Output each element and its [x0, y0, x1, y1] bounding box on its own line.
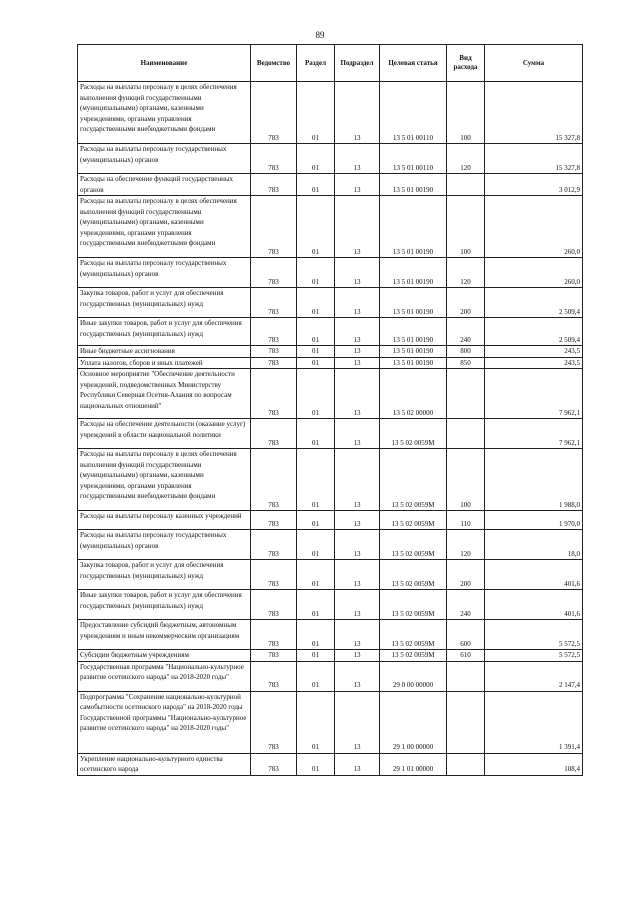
row-amount-cell: 108,4 [485, 753, 583, 775]
row-target-article-cell: 13 5 02 0059M [380, 590, 447, 620]
row-department-cell: 783 [251, 753, 297, 775]
row-section-cell: 01 [297, 530, 335, 560]
table-row [78, 650, 583, 662]
row-department-cell: 783 [251, 318, 297, 346]
row-expense-type-cell: 100 [447, 82, 485, 144]
row-expense-type-cell: 120 [447, 144, 485, 174]
table-row [78, 691, 583, 753]
row-expense-type-cell [447, 661, 485, 691]
row-target-article-cell: 29 1 01 00000 [380, 753, 447, 775]
table-row [78, 357, 583, 369]
table-row [78, 753, 583, 775]
table-header-row [78, 45, 583, 82]
header-name: Наименование [78, 45, 251, 82]
row-target-article-cell: 13 5 02 0059M [380, 419, 447, 449]
row-target-article-cell: 13 5 02 0059M [380, 650, 447, 662]
row-amount-cell: 401,6 [485, 590, 583, 620]
row-section-cell: 01 [297, 650, 335, 662]
row-subsection-cell: 13 [335, 346, 380, 358]
row-name-cell: Государственная программа "Национально-культурное развитие осетинского народа" на 2018-2020 годы" [78, 661, 251, 691]
row-department-cell: 783 [251, 82, 297, 144]
row-expense-type-cell: 800 [447, 346, 485, 358]
row-department-cell: 783 [251, 691, 297, 753]
row-department-cell: 783 [251, 357, 297, 369]
row-department-cell: 783 [251, 346, 297, 358]
row-subsection-cell: 13 [335, 196, 380, 258]
row-expense-type-cell: 850 [447, 357, 485, 369]
row-name-cell: Иные закупки товаров, работ и услуг для обеспечения государственных (муниципальных) нужд [78, 590, 251, 620]
table-row [78, 346, 583, 358]
row-name-cell: Закупка товаров, работ и услуг для обеспечения государственных (муниципальных) нужд [78, 560, 251, 590]
row-section-cell: 01 [297, 346, 335, 358]
row-target-article-cell: 13 5 02 0059M [380, 511, 447, 530]
row-section-cell: 01 [297, 258, 335, 288]
row-subsection-cell: 13 [335, 449, 380, 511]
row-subsection-cell: 13 [335, 511, 380, 530]
row-expense-type-cell: 100 [447, 196, 485, 258]
row-name-cell: Иные бюджетные ассигнования [78, 346, 251, 358]
row-section-cell: 01 [297, 449, 335, 511]
row-subsection-cell: 13 [335, 318, 380, 346]
row-subsection-cell: 13 [335, 620, 380, 650]
table-row [78, 560, 583, 590]
row-expense-type-cell: 200 [447, 288, 485, 318]
row-department-cell: 783 [251, 369, 297, 419]
table-row [78, 661, 583, 691]
row-amount-cell: 1 988,0 [485, 449, 583, 511]
row-name-cell: Расходы на выплаты персоналу в целях обеспечения выполнения функций государственными (муниципальными) органами, казенными учреждениями, органами управления государственными внебюджетными фондами [78, 449, 251, 511]
row-section-cell: 01 [297, 82, 335, 144]
row-target-article-cell: 13 5 01 00110 [380, 82, 447, 144]
row-target-article-cell: 13 5 02 0059M [380, 449, 447, 511]
header-target-article: Целевая статья [380, 45, 447, 82]
row-section-cell: 01 [297, 661, 335, 691]
row-expense-type-cell: 110 [447, 511, 485, 530]
row-section-cell: 01 [297, 691, 335, 753]
row-target-article-cell: 13 5 01 00190 [380, 288, 447, 318]
row-department-cell: 783 [251, 419, 297, 449]
row-section-cell: 01 [297, 369, 335, 419]
row-amount-cell: 1 970,0 [485, 511, 583, 530]
row-subsection-cell: 13 [335, 419, 380, 449]
row-department-cell: 783 [251, 511, 297, 530]
row-department-cell: 783 [251, 288, 297, 318]
row-section-cell: 01 [297, 174, 335, 196]
row-department-cell: 783 [251, 530, 297, 560]
row-department-cell: 783 [251, 449, 297, 511]
row-name-cell: Субсидии бюджетным учреждениям [78, 650, 251, 662]
row-amount-cell: 15 327,8 [485, 82, 583, 144]
row-expense-type-cell [447, 691, 485, 753]
row-department-cell: 783 [251, 560, 297, 590]
row-section-cell: 01 [297, 560, 335, 590]
row-expense-type-cell [447, 419, 485, 449]
row-section-cell: 01 [297, 288, 335, 318]
table-row [78, 419, 583, 449]
row-department-cell: 783 [251, 196, 297, 258]
row-amount-cell: 243,5 [485, 357, 583, 369]
row-target-article-cell: 13 5 01 00190 [380, 258, 447, 288]
row-subsection-cell: 13 [335, 369, 380, 419]
row-name-cell: Расходы на выплаты персоналу в целях обеспечения выполнения функций государственными (муниципальными) органами, казенными учреждениями, органами управления государственными внебюджетными фондами [78, 82, 251, 144]
table-row [78, 288, 583, 318]
row-target-article-cell: 13 5 02 00000 [380, 369, 447, 419]
row-amount-cell: 5 572,5 [485, 650, 583, 662]
row-subsection-cell: 13 [335, 357, 380, 369]
row-name-cell: Предоставление субсидий бюджетным, автономным учреждениям и иным некоммерческим организациям [78, 620, 251, 650]
row-target-article-cell: 29 0 00 00000 [380, 661, 447, 691]
row-expense-type-cell: 100 [447, 449, 485, 511]
table-row [78, 530, 583, 560]
row-expense-type-cell [447, 753, 485, 775]
row-amount-cell: 5 572,5 [485, 620, 583, 650]
row-section-cell: 01 [297, 511, 335, 530]
row-name-cell: Расходы на обеспечение деятельности (оказание услуг) учреждений в области национальной политики [78, 419, 251, 449]
row-subsection-cell: 13 [335, 590, 380, 620]
row-subsection-cell: 13 [335, 661, 380, 691]
row-expense-type-cell [447, 369, 485, 419]
row-amount-cell: 7 962,1 [485, 419, 583, 449]
table-row [78, 590, 583, 620]
row-department-cell: 783 [251, 174, 297, 196]
header-section: Раздел [297, 45, 335, 82]
row-expense-type-cell: 240 [447, 318, 485, 346]
row-expense-type-cell: 120 [447, 530, 485, 560]
row-expense-type-cell: 200 [447, 560, 485, 590]
row-section-cell: 01 [297, 318, 335, 346]
row-subsection-cell: 13 [335, 530, 380, 560]
row-amount-cell: 2 509,4 [485, 288, 583, 318]
table-row [78, 318, 583, 346]
row-name-cell: Основное мероприятие "Обеспечение деятельности учреждений, подведомственных Министерству Республики Северная Осетия-Алания по вопросам национальных отношений" [78, 369, 251, 419]
row-name-cell: Расходы на выплаты персоналу государственных (муниципальных) органов [78, 144, 251, 174]
row-name-cell: Уплата налогов, сборов и иных платежей [78, 357, 251, 369]
row-amount-cell: 1 391,4 [485, 691, 583, 753]
row-amount-cell: 260,0 [485, 196, 583, 258]
row-amount-cell: 18,0 [485, 530, 583, 560]
row-department-cell: 783 [251, 661, 297, 691]
row-name-cell: Расходы на обеспечение функций государственных органов [78, 174, 251, 196]
table-row [78, 449, 583, 511]
row-section-cell: 01 [297, 753, 335, 775]
row-target-article-cell: 29 1 00 00000 [380, 691, 447, 753]
row-amount-cell: 3 012,9 [485, 174, 583, 196]
row-name-cell: Расходы на выплаты персоналу государственных (муниципальных) органов [78, 530, 251, 560]
page-number: 89 [315, 30, 325, 40]
header-expense-type: Вид расхода [447, 45, 485, 82]
table-row [78, 196, 583, 258]
table-row [78, 620, 583, 650]
row-expense-type-cell [447, 174, 485, 196]
table-row [78, 144, 583, 174]
row-department-cell: 783 [251, 590, 297, 620]
row-amount-cell: 7 962,1 [485, 369, 583, 419]
row-expense-type-cell: 610 [447, 650, 485, 662]
row-target-article-cell: 13 5 02 0059M [380, 620, 447, 650]
row-department-cell: 783 [251, 620, 297, 650]
table-row [78, 258, 583, 288]
table-row [78, 511, 583, 530]
row-section-cell: 01 [297, 144, 335, 174]
row-subsection-cell: 13 [335, 650, 380, 662]
header-amount: Сумма [485, 45, 583, 82]
row-subsection-cell: 13 [335, 174, 380, 196]
row-amount-cell: 243,5 [485, 346, 583, 358]
budget-table [77, 44, 583, 776]
row-department-cell: 783 [251, 144, 297, 174]
row-name-cell: Закупка товаров, работ и услуг для обеспечения государственных (муниципальных) нужд [78, 288, 251, 318]
header-department: Ведомство [251, 45, 297, 82]
row-amount-cell: 260,0 [485, 258, 583, 288]
row-name-cell: Укрепление национально-культурного единства осетинского народа [78, 753, 251, 775]
row-section-cell: 01 [297, 620, 335, 650]
row-target-article-cell: 13 5 02 0059M [380, 530, 447, 560]
row-target-article-cell: 13 5 01 00190 [380, 174, 447, 196]
row-target-article-cell: 13 5 01 00190 [380, 346, 447, 358]
row-subsection-cell: 13 [335, 288, 380, 318]
row-amount-cell: 2 147,4 [485, 661, 583, 691]
row-amount-cell: 15 327,8 [485, 144, 583, 174]
row-subsection-cell: 13 [335, 560, 380, 590]
table-row [78, 82, 583, 144]
row-target-article-cell: 13 5 01 00190 [380, 357, 447, 369]
row-target-article-cell: 13 5 01 00110 [380, 144, 447, 174]
row-section-cell: 01 [297, 357, 335, 369]
row-name-cell: Расходы на выплаты персоналу казенных учреждений [78, 511, 251, 530]
header-subsection: Подраздел [335, 45, 380, 82]
table-body [78, 82, 583, 776]
row-subsection-cell: 13 [335, 753, 380, 775]
row-target-article-cell: 13 5 02 0059M [380, 560, 447, 590]
row-name-cell: Расходы на выплаты персоналу в целях обеспечения выполнения функций государственными (муниципальными) органами, казенными учреждениями, органами управления государственными внебюджетными фондами [78, 196, 251, 258]
row-subsection-cell: 13 [335, 258, 380, 288]
table-row [78, 174, 583, 196]
row-name-cell: Расходы на выплаты персоналу государственных (муниципальных) органов [78, 258, 251, 288]
row-target-article-cell: 13 5 01 00190 [380, 318, 447, 346]
row-amount-cell: 2 509,4 [485, 318, 583, 346]
row-expense-type-cell: 120 [447, 258, 485, 288]
row-department-cell: 783 [251, 650, 297, 662]
row-section-cell: 01 [297, 419, 335, 449]
row-amount-cell: 401,6 [485, 560, 583, 590]
row-name-cell: Подпрограмма "Сохранение национально-культурной самобытности осетинского народа" на 2018-2020 годы Государственной программы "Национально-культурное развитие осетинского народа" на 2018-2020 годы" [78, 691, 251, 753]
row-subsection-cell: 13 [335, 144, 380, 174]
row-subsection-cell: 13 [335, 82, 380, 144]
row-department-cell: 783 [251, 258, 297, 288]
table-row [78, 369, 583, 419]
row-expense-type-cell: 600 [447, 620, 485, 650]
row-name-cell: Иные закупки товаров, работ и услуг для обеспечения государственных (муниципальных) нужд [78, 318, 251, 346]
row-expense-type-cell: 240 [447, 590, 485, 620]
row-target-article-cell: 13 5 01 00190 [380, 196, 447, 258]
row-section-cell: 01 [297, 590, 335, 620]
row-section-cell: 01 [297, 196, 335, 258]
row-subsection-cell: 13 [335, 691, 380, 753]
